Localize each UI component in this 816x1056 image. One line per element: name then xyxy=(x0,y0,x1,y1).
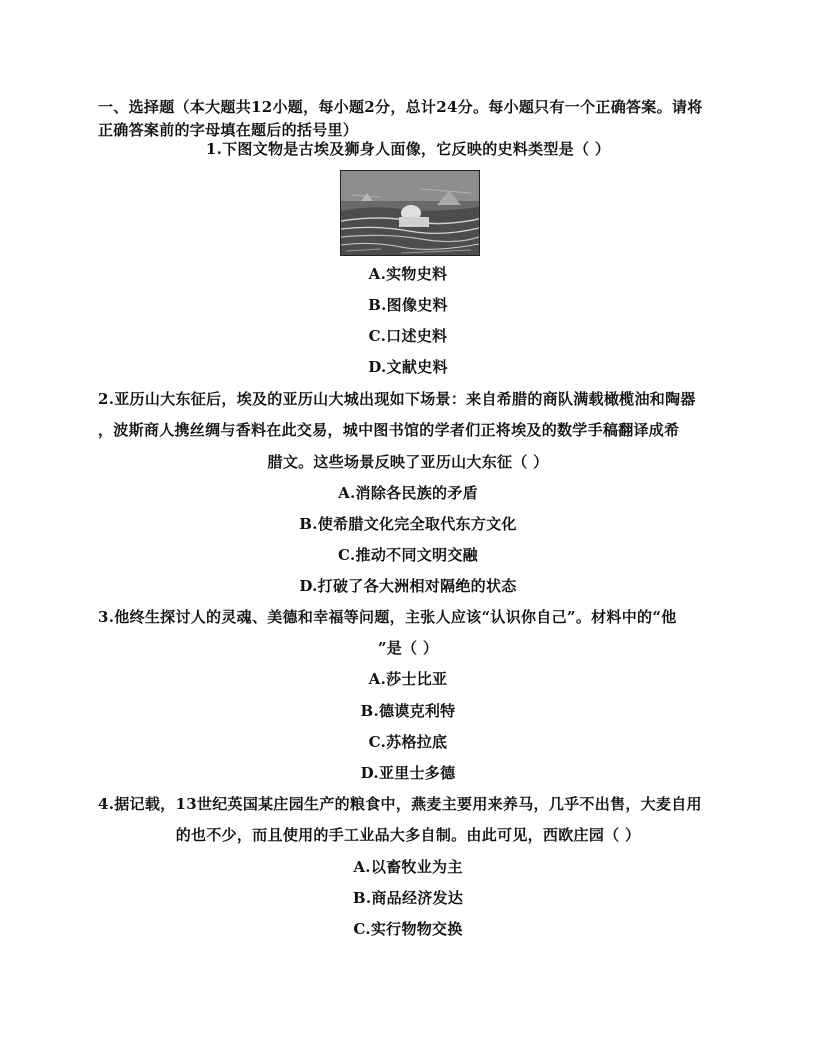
question-3-option-a: A.莎士比亚 xyxy=(368,670,448,688)
question-4-option-c: C.实行物物交换 xyxy=(353,920,463,938)
question-1-option-b: B.图像史料 xyxy=(368,296,448,314)
question-3-stem-line1: 3.他终生探讨人的灵魂、美德和幸福等问题，主张人应该“认识你自己”。材料中的“他 xyxy=(98,608,677,626)
section-heading-line1: 一、选择题（本大题共12小题，每小题2分，总计24分。每小题只有一个正确答案。请将 xyxy=(98,98,703,116)
question-4-option-a: A.以畜牧业为主 xyxy=(353,858,463,876)
sphinx-photo-icon xyxy=(340,170,480,256)
question-1-option-d: D.文献史料 xyxy=(368,358,448,376)
question-2-option-c: C.推动不同文明交融 xyxy=(338,546,478,564)
question-1-option-a: A.实物史料 xyxy=(368,265,448,283)
question-3-option-b: B.德谟克利特 xyxy=(360,702,456,720)
question-1-option-c: C.口述史料 xyxy=(368,327,448,345)
question-2-option-d: D.打破了各大洲相对隔绝的状态 xyxy=(299,577,517,595)
question-1-stem: 1.下图文物是古埃及狮身人面像，它反映的史料类型是（ ） xyxy=(205,140,611,158)
section-heading-line2: 正确答案前的字母填在题后的括号里） xyxy=(98,121,359,139)
question-2-option-b: B.使希腊文化完全取代东方文化 xyxy=(299,515,517,533)
question-2-stem-line2: ，波斯商人携丝绸与香料在此交易，城中图书馆的学者们正将埃及的数学手稿翻译成希 xyxy=(98,421,680,439)
question-3-option-c: C.苏格拉底 xyxy=(368,733,448,751)
question-3-stem-line2: ”是（ ） xyxy=(377,639,439,657)
question-2-stem-line1: 2.亚历山大东征后，埃及的亚历山大城出现如下场景：来自希腊的商队满载橄榄油和陶器 xyxy=(98,390,696,408)
question-3-option-d: D.亚里士多德 xyxy=(360,764,456,782)
question-4-stem-line2: 的也不少，而且使用的手工业品大多自制。由此可见，西欧庄园（ ） xyxy=(175,826,641,844)
question-4-option-b: B.商品经济发达 xyxy=(352,889,464,907)
question-4-stem-line1: 4.据记载，13世纪英国某庄园生产的粮食中，燕麦主要用来养马，几乎不出售，大麦自用 xyxy=(98,795,702,813)
question-2-option-a: A.消除各民族的矛盾 xyxy=(338,484,478,502)
question-2-stem-line3: 腊文。这些场景反映了亚历山大东征（ ） xyxy=(267,453,549,471)
